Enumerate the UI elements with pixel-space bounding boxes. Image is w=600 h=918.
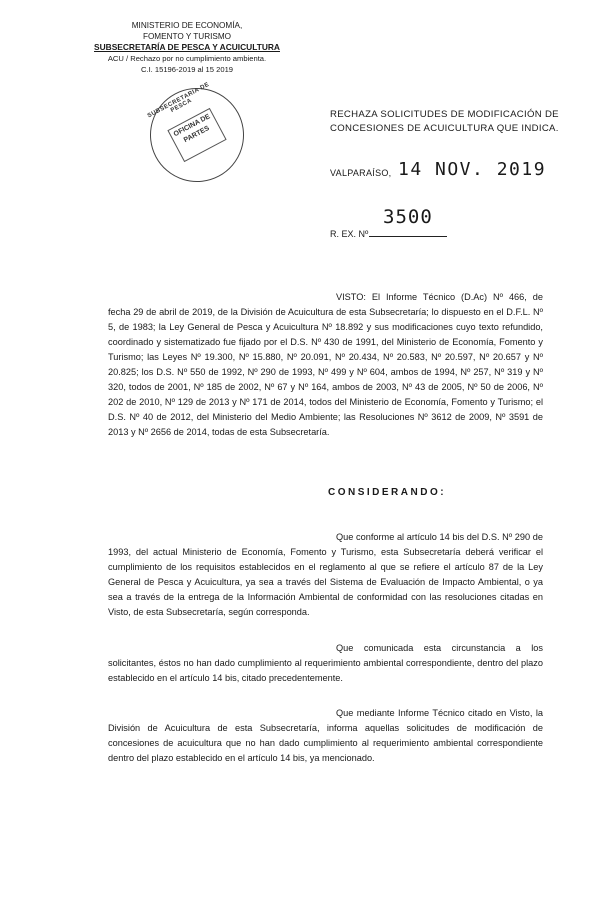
considerando-paragraph-3 — [108, 706, 543, 766]
document-date: 14 NOV. 2019 — [398, 159, 547, 180]
visto-paragraph: VISTO: El Informe Técnico (D.Ac) Nº 466, de fecha 29 de abril de 2019, de la División de Acuicultura de esta Subsecretaría; lo dispuesto en el D.F.L. Nº 5, de 1983; la Ley General de Pesca y Acuicultura Nº 18.892 y sus modificaciones cuyo texto refundido, coordinado y sistematizado fue fijado por el D.S. Nº 430 de 1991, del Ministerio de Economía, Fomento y Turismo; las Leyes Nº 19.300, Nº 15.880, Nº 20.091, Nº 20.434, Nº 20.583, Nº 20.597, Nº 20.657 y Nº 20.825; los D.S. Nº 550 de 1992, Nº 290 de 1993, Nº 499 y Nº 604, ambos de 1994, Nº 257, Nº 319 y Nº 320, todos de 2001, Nº 185 de 2002, Nº 67 y Nº 164, ambos de 2003, Nº 43 de 2005, Nº 50 de 2006, Nº 202 de 2010, Nº 129 de 2013 y Nº 171 de 2014, todos del Ministerio de Economía, Fomento y Turismo; el D.S. Nº 40 de 2012, del Ministerio del Medio Ambiente; las Resoluciones Nº 3612 de 2009, Nº 3591 de 2013 y Nº 2656 de 2014, todas de esta Subsecretaría. — [108, 292, 543, 437]
official-stamp — [133, 71, 260, 198]
stamp-inner-text: OFICINA DE PARTES — [167, 108, 226, 162]
considerando-heading: CONSIDERANDO: — [328, 487, 447, 498]
letterhead — [62, 20, 312, 75]
paragraph-text: Que mediante Informe Técnico citado en Visto, la División de Acuicultura de esta Subsecretaría, informa aquellas solicitudes de modificación de concesiones de acuicultura que no han dado cumplimiento al requerimiento ambiental correspondiente dentro del plazo establecido en el artículo 14 bis, ya mencionado. — [108, 708, 543, 763]
paragraph-text: Que comunicada esta circunstancia a los solicitantes, éstos no han dado cumplimiento al requerimiento ambiental correspondiente, dentro del plazo establecido en el artículo 14 bis, citado precedentemente. — [108, 643, 543, 683]
resolution-underline — [369, 236, 447, 237]
paragraph-text: Que conforme al artículo 14 bis del D.S. Nº 290 de 1993, del actual Ministerio de Economía, Fomento y Turismo, esta Subsecretaría deberá verificar el cumplimiento de los requisitos establecidos en el reglamento al que se refiere el artículo 87 de la Ley General de Pesca y Acuicultura, ya sea a través del Sistema de Evaluación de Impacto Ambiental, o ya sea a través de la entrega de la Información Ambiental de conformidad con las resoluciones citadas en Visto, de esta Subsecretaría, según corresponda. — [108, 532, 543, 617]
considerando-paragraph-2 — [108, 641, 543, 686]
ministry-line-1: MINISTERIO DE ECONOMÍA, — [131, 21, 243, 30]
document-title: RECHAZA SOLICITUDES DE MODIFICACIÓN DE CONCESIONES DE ACUICULTURA QUE INDICA. — [330, 109, 559, 134]
resolution-number: 3500 — [383, 206, 433, 228]
place-label: VALPARAÍSO, — [330, 168, 392, 178]
subsecretaria-name: SUBSECRETARÍA DE PESCA Y ACUICULTURA — [94, 42, 280, 52]
resolution-label: R. EX. Nº — [330, 229, 369, 239]
visto-section — [108, 290, 543, 440]
considerando-paragraph-1 — [108, 530, 543, 620]
ci-line: C.I. 15196-2019 al 15 2019 — [140, 65, 234, 74]
reference-line: ACU / Rechazo por no cumplimiento ambienta. — [107, 54, 267, 63]
stamp-ring-text: SUBSECRETARIA DE PESCA — [146, 81, 211, 120]
ministry-line-2: FOMENTO Y TURISMO — [142, 32, 232, 41]
